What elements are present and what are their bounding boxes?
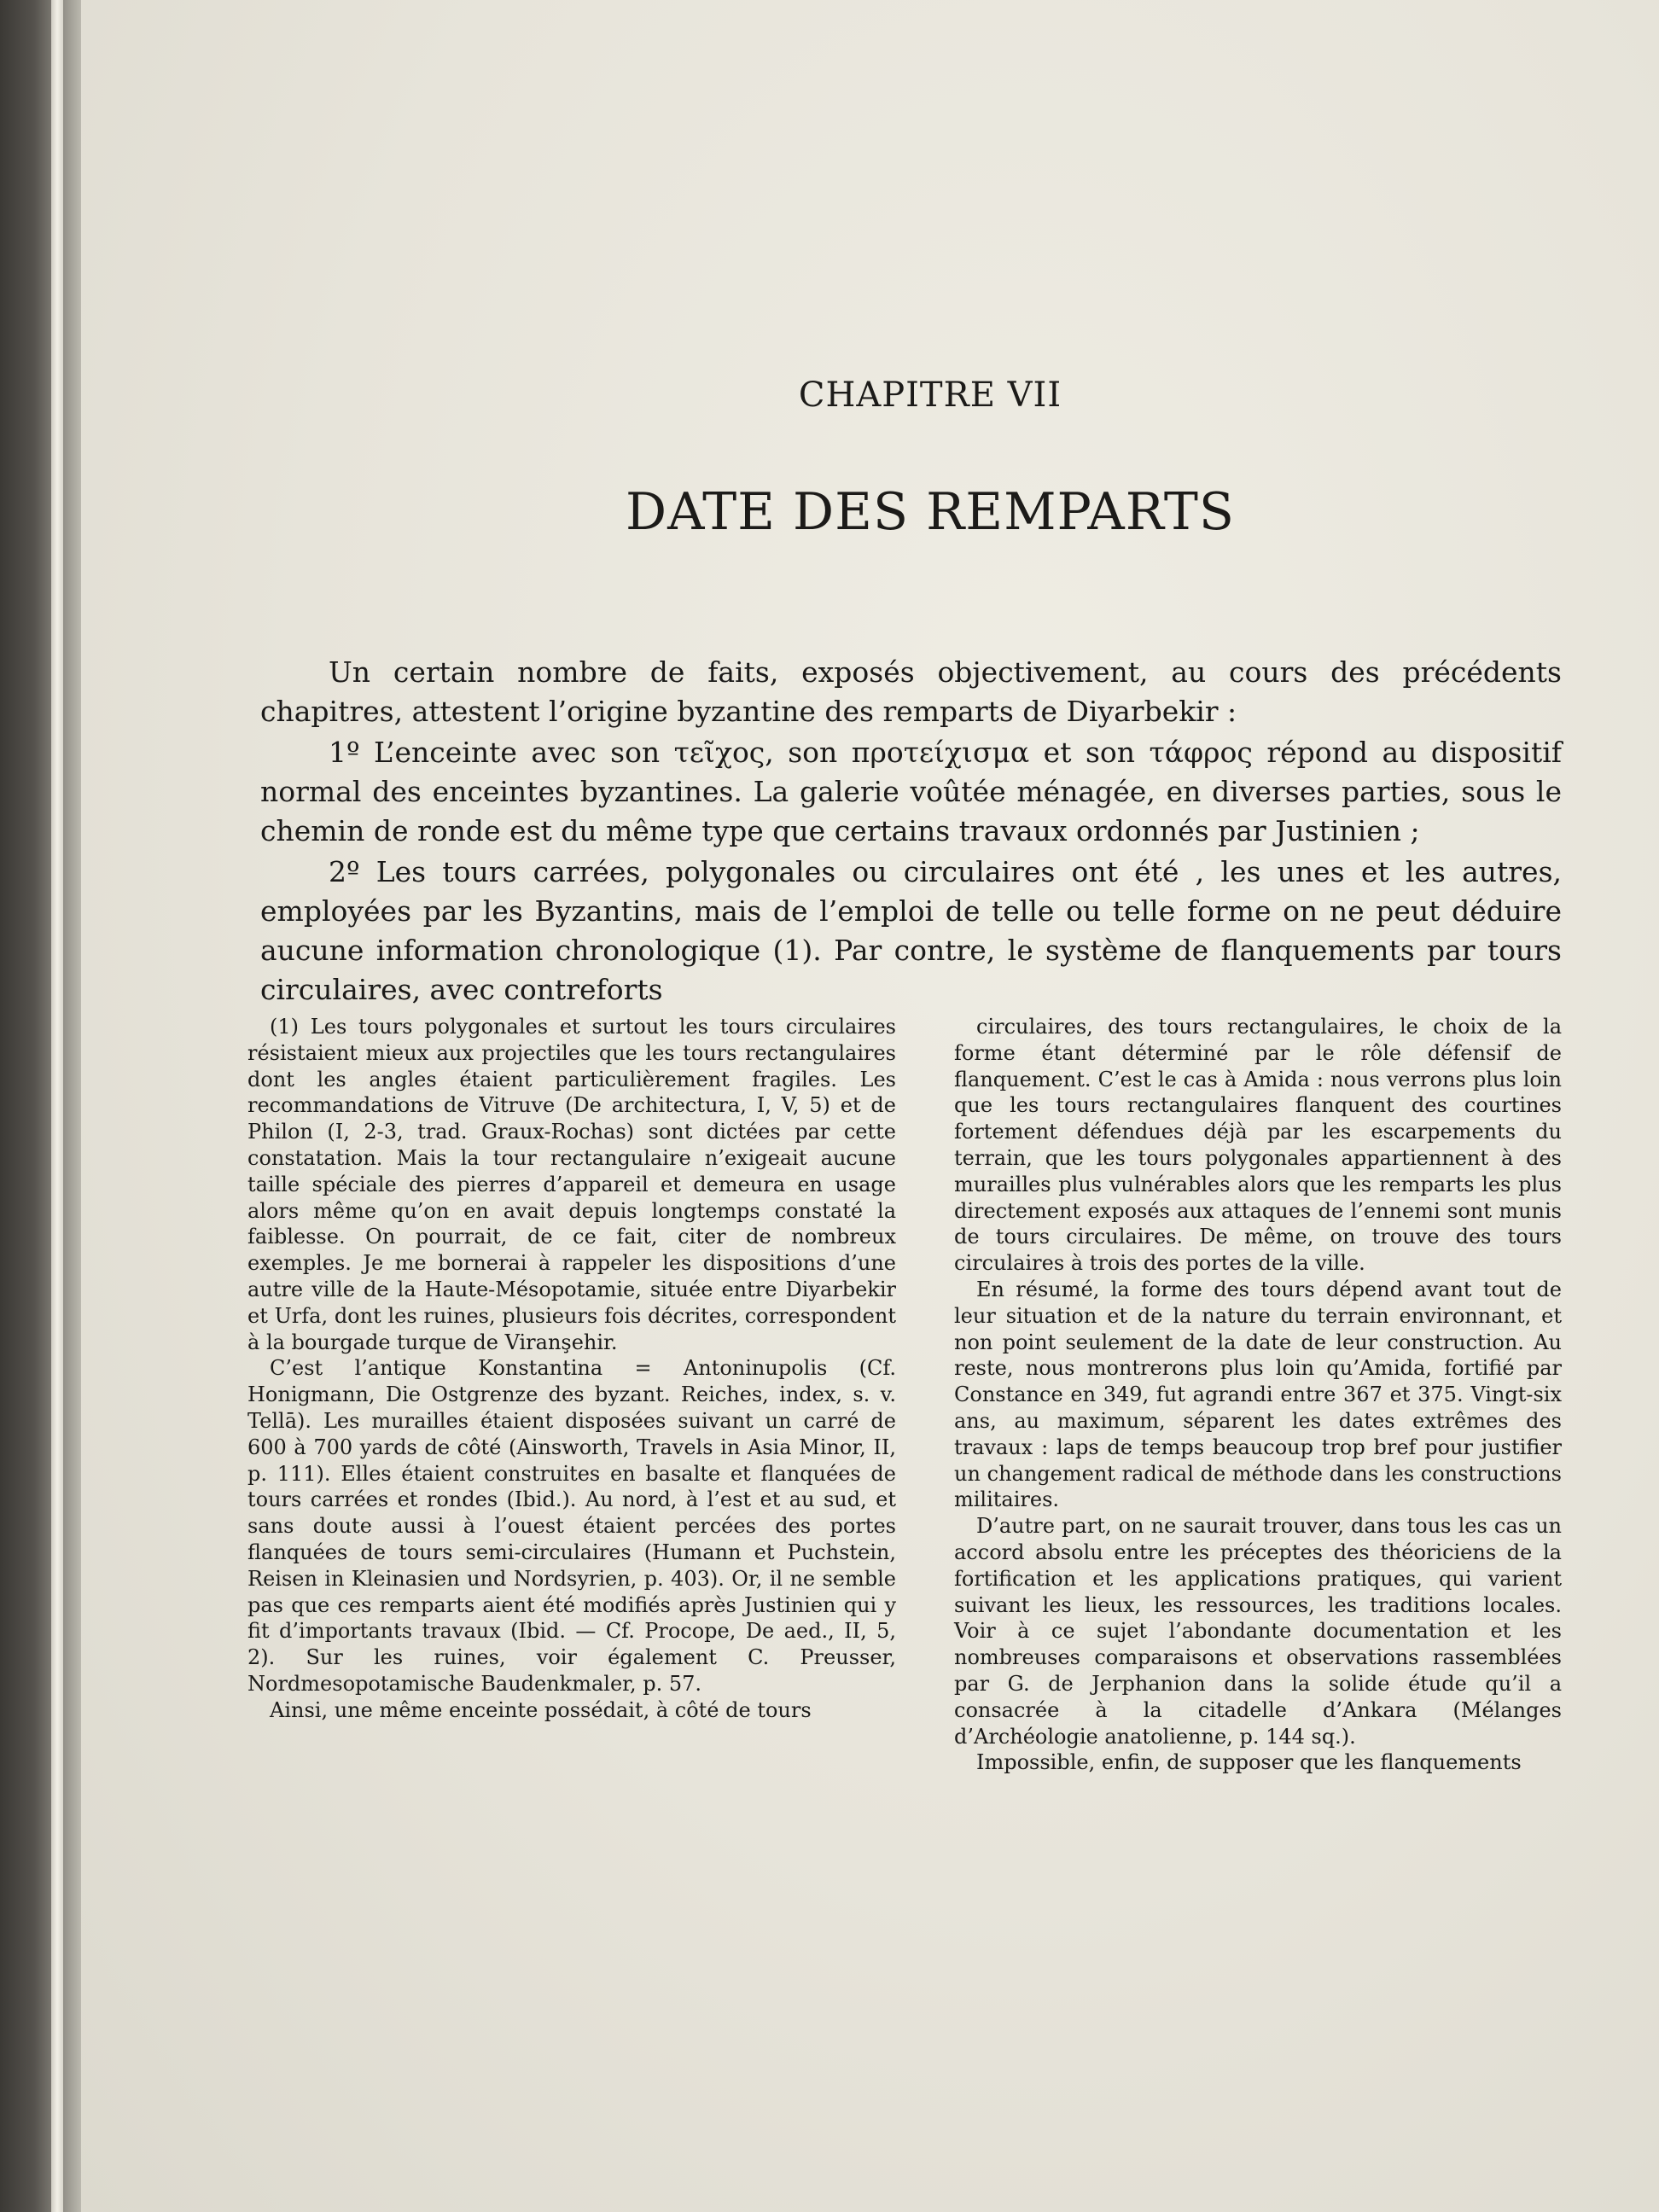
footnotes-right-column	[954, 1014, 1562, 1776]
paragraph: Un certain nombre de faits, exposés objectivement, au cours des précédents chapitres, attestent l’origine byzantine des remparts de Diyarbekir :	[260, 655, 1562, 728]
main-text	[260, 653, 1562, 1011]
footnote-paragraph: C’est l’antique Konstantina = Antoninupolis (Cf. Honigmann, Die Ostgrenze des byzant. Reiches, index, s. v. Tellā). Les murailles étaient disposées suivant un carré de 600 à 700 yards de côté (Ainsworth, Travels in Asia Minor, II, p. 111). Elles étaient construites en basalte et flanquées de tours carrées et rondes (Ibid.). Au nord, à l’est et au sud, et sans doute aussi à l’ouest étaient percées des portes flanquées de tours semi-circulaires (Humann et Puchstein, Reisen in Kleinasien und Nordsyrien, p. 403). Or, il ne semble pas que ces remparts aient été modifiés après Justinien qui y fit d’importants travaux (Ibid. — Cf. Procope, De aed., II, 5, 2). Sur les ruines, voir également C. Preusser, Nordmesopotamische Baudenkmaler, p. 57.	[247, 1356, 896, 1696]
chapter-heading: CHAPITRE VII	[798, 375, 1062, 415]
paragraph: 2º Les tours carrées, polygonales ou circulaires ont été , les unes et les autres, employées par les Byzantins, mais de l’emploi de telle ou telle forme on ne peut déduire aucune information chronologique (1). Par contre, le système de flanquements par tours circulaires, avec contreforts	[260, 855, 1562, 1006]
paragraph: 1º L’enceinte avec son τεῖχος, son προτείχισμα et son τάφρος répond au dispositif normal des enceintes byzantines. La galerie voûtée ménagée, en diverses parties, sous le chemin de ronde est du même type que certains travaux ordonnés par Justinien ;	[260, 736, 1562, 847]
footnote-paragraph: Ainsi, une même enceinte possédait, à côté de tours	[270, 1697, 812, 1722]
page-edges	[51, 0, 63, 2212]
footnote-paragraph: (1) Les tours polygonales et surtout les tours circulaires résistaient mieux aux projectiles que les tours rectangulaires dont les angles étaient particulièrement fragiles. Les recommandations de Vitruve (De architectura, I, V, 5) et de Philon (I, 2-3, trad. Graux-Rochas) sont dictées par cette constatation. Mais la tour rectangulaire n’exigeait aucune taille spéciale des pierres d’appareil et demeura en usage alors même qu’on en avait depuis longtemps constaté la faiblesse. On pourrait, de ce fait, citer de nombreux exemples. Je me bornerai à rappeler les dispositions d’une autre ville de la Haute-Mésopotamie, située entre Diyarbekir et Urfa, dont les ruines, plusieurs fois décrites, correspondent à la bourgade turque de Viranşehir.	[247, 1015, 896, 1354]
footnote-paragraph: circulaires, des tours rectangulaires, le choix de la forme étant déterminé par le rôle défensif de flanquement. C’est le cas à Amida : nous verrons plus loin que les tours rectangulaires flanquent des courtines fortement défendues déjà par les escarpements du terrain, que les tours polygonales appartiennent à des murailles plus vulnérables alors que les remparts les plus directement exposés aux attaques de l’ennemi sont munis de tours circulaires. De même, on trouve des tours circulaires à trois des portes de la ville.	[954, 1015, 1562, 1276]
footnote-paragraph: Impossible, enfin, de supposer que les flanquements	[976, 1750, 1522, 1775]
footnotes-left-column	[247, 1014, 896, 1724]
footnote-paragraph: D’autre part, on ne saurait trouver, dans tous les cas un accord absolu entre les préceptes des théoriciens de la fortification et les applications pratiques, qui varient suivant les lieux, les ressources, les traditions locales. Voir à ce sujet l’abondante documentation et les nombreuses comparaisons et observations rassemblées par G. de Jerphanion dans la solide étude qu’il a consacrée à la citadelle d’Ankara (Mélanges d’Archéologie anatolienne, p. 144 sq.).	[954, 1514, 1562, 1749]
chapter-title: DATE DES REMPARTS	[626, 482, 1235, 542]
footnote-paragraph: En résumé, la forme des tours dépend avant tout de leur situation et de la nature du terrain environnant, et non point seulement de la date de leur construction. Au reste, nous montrerons plus loin qu’Amida, fortifié par Constance en 349, fut agrandi entre 367 et 375. Vingt-six ans, au maximum, séparent les dates extrêmes des travaux : laps de temps beaucoup trop bref pour justifier un changement radical de méthode dans les constructions militaires.	[954, 1277, 1562, 1512]
